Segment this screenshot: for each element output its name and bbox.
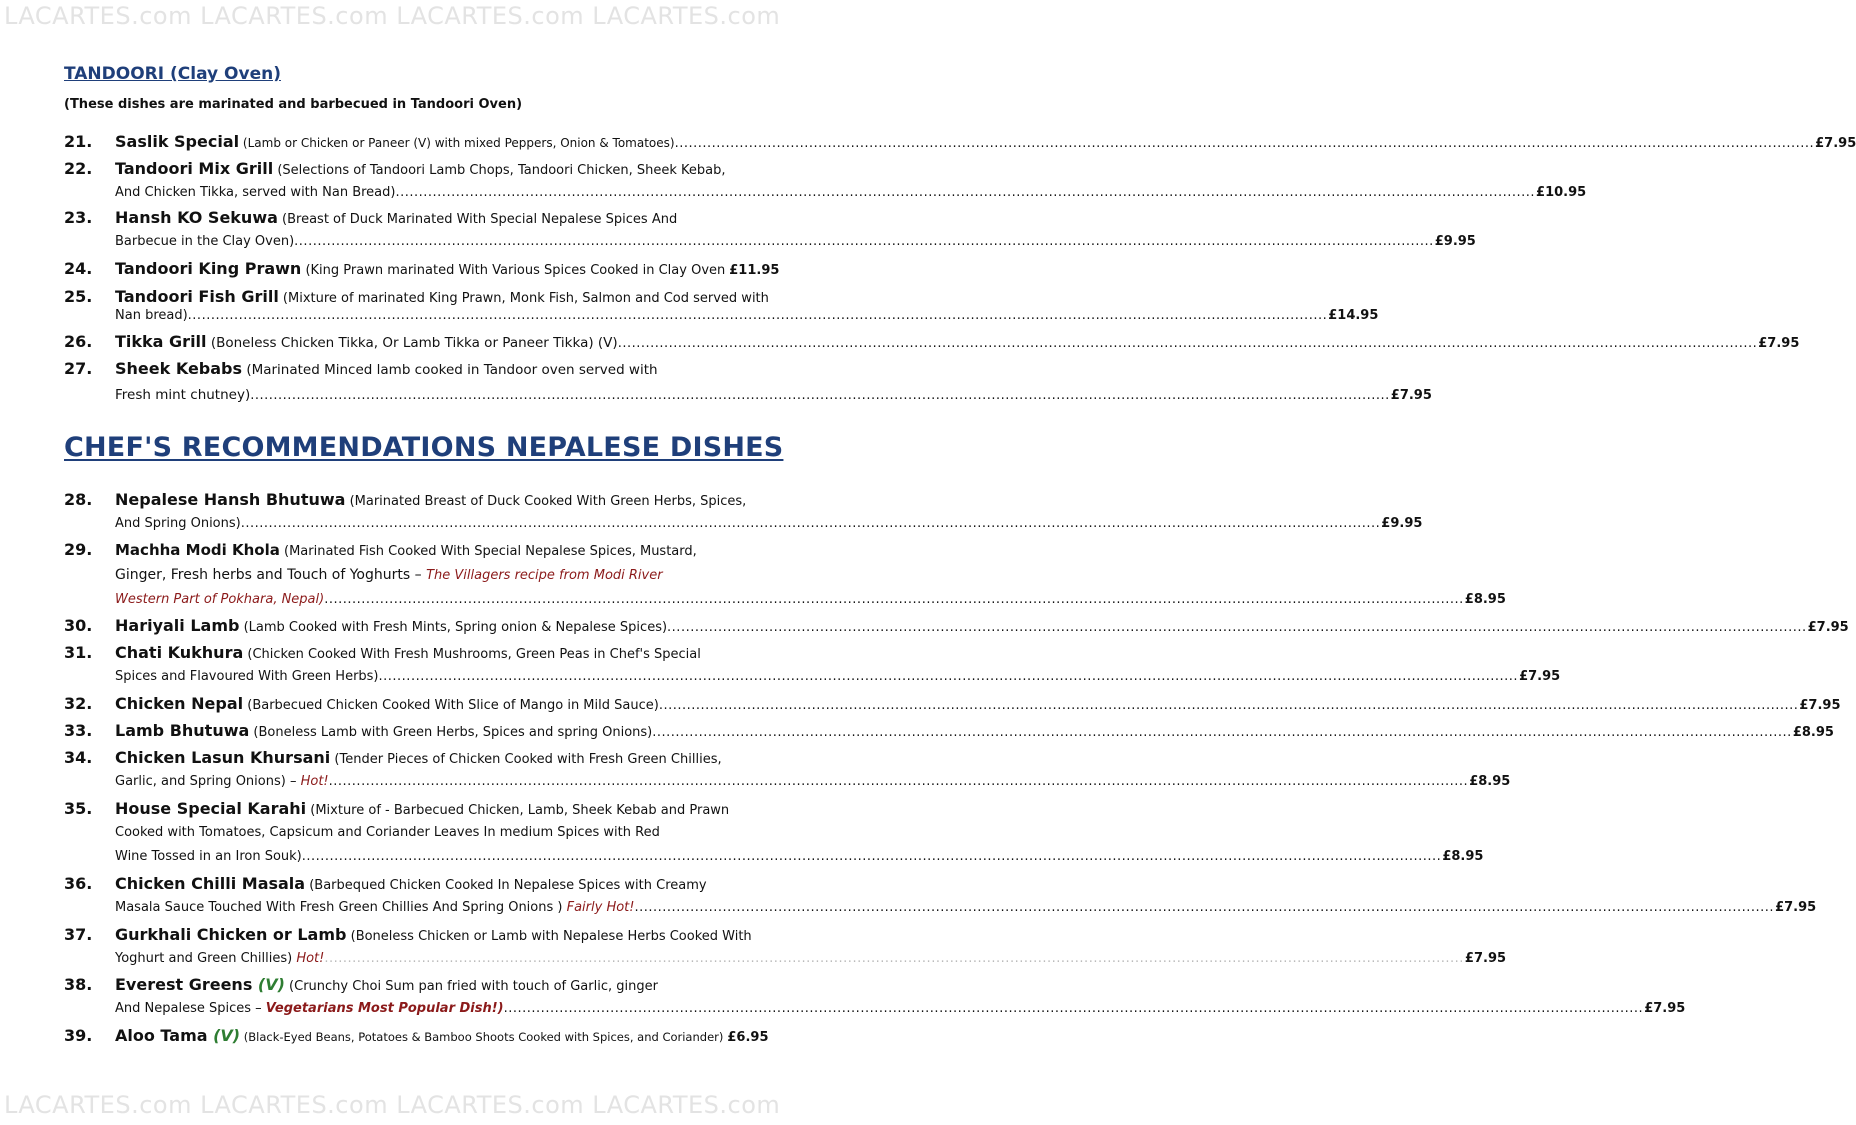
item-description-cont: Barbecue in the Clay Oven): [115, 234, 295, 249]
item-price: £8.95: [1464, 592, 1506, 607]
item-name: Chicken Chilli Masala: [115, 874, 306, 893]
item-number: 38.: [64, 975, 93, 994]
item-price: £6.95: [727, 1030, 769, 1045]
dot-leader: [324, 589, 1464, 611]
dot-leader: [675, 133, 1815, 155]
item-description-cont: Nan bread): [115, 308, 188, 323]
item-price: £7.95: [1807, 620, 1849, 635]
item-description-cont: Masala Sauce Touched With Fresh Green Chillies And Spring Onions ): [115, 900, 567, 915]
item-price: £14.95: [1328, 308, 1379, 323]
item-name: House Special Karahi: [115, 799, 307, 818]
item-number: 35.: [64, 799, 93, 818]
item-description: (Boneless Chicken or Lamb with Nepalese Herbs Cooked With: [346, 929, 752, 944]
item-note: Hot!: [296, 951, 325, 966]
dot-leader: [302, 846, 1442, 868]
item-note: Vegetarians Most Popular Dish!): [265, 1001, 504, 1016]
item-note: Hot!: [300, 774, 329, 789]
item-number: 39.: [64, 1026, 93, 1045]
item-number: 28.: [64, 490, 93, 509]
item-name: Chicken Lasun Khursani: [115, 748, 331, 767]
item-description: (Black-Eyed Beans, Potatoes & Bamboo Shoots Cooked with Spices, and Coriander): [240, 1030, 724, 1044]
item-description-cont: And Spring Onions): [115, 516, 241, 531]
item-description: (King Prawn marinated With Various Spices Cooked in Clay Oven: [301, 263, 726, 278]
item-number: 31.: [64, 643, 93, 662]
item-description: (Breast of Duck Marinated With Special Nepalese Spices And: [277, 212, 678, 227]
dot-leader: [652, 722, 1792, 744]
item-name: Tikka Grill: [115, 332, 207, 351]
dot-leader: [294, 231, 1434, 253]
item-description-cont: Spices and Flavoured With Green Herbs): [115, 669, 379, 684]
item-description: (Marinated Fish Cooked With Special Nepalese Spices, Mustard,: [279, 544, 697, 559]
item-price: £7.95: [1464, 951, 1507, 966]
watermark-top: LACARTES.com LACARTES.com LACARTES.com LACARTES.com: [4, 2, 781, 30]
item-number: 33.: [64, 721, 93, 740]
item-name: Machha Modi Khola: [115, 541, 280, 559]
item-price: £7.95: [1758, 336, 1800, 351]
item-name: Sheek Kebabs: [115, 359, 243, 378]
item-number: 27.: [64, 359, 93, 378]
item-note: The Villagers recipe from Modi River: [426, 568, 663, 583]
item-description: (Barbequed Chicken Cooked In Nepalese Spices with Creamy: [305, 878, 707, 893]
item-description: (Barbecued Chicken Cooked With Slice of Mango in Mild Sauce): [243, 698, 659, 713]
item-description-cont: Yoghurt and Green Chillies): [115, 951, 297, 966]
item-price: £8.95: [1792, 725, 1834, 740]
item-name: Tandoori Mix Grill: [115, 159, 274, 178]
item-description: (Lamb Cooked with Fresh Mints, Spring onion & Nepalese Spices): [239, 620, 668, 635]
dot-leader: [329, 771, 1469, 793]
item-number: 30.: [64, 616, 93, 635]
item-description-cont: And Chicken Tikka, served with Nan Bread): [115, 185, 396, 200]
item-description-cont: Cooked with Tomatoes, Capsicum and Coriander Leaves In medium Spices with Red: [115, 825, 660, 840]
dot-leader: [618, 333, 1758, 355]
item-price: £8.95: [1442, 849, 1484, 864]
dot-leader: [659, 695, 1799, 717]
item-price: £7.95: [1775, 900, 1817, 915]
tandoori-section-title: TANDOORI (Clay Oven): [64, 64, 281, 84]
item-number: 37.: [64, 925, 93, 944]
item-description-cont: Fresh mint chutney): [115, 387, 251, 403]
item-note: Fairly Hot!: [566, 900, 635, 915]
item-description: (Chicken Cooked With Fresh Mushrooms, Green Peas in Chef's Special: [243, 647, 701, 662]
dot-leader: [395, 182, 1535, 204]
item-number: 32.: [64, 694, 93, 713]
item-description: (Marinated Minced lamb cooked in Tandoor oven served with: [242, 362, 658, 378]
item-description-cont: Ginger, Fresh herbs and Touch of Yoghurts –: [115, 567, 427, 583]
item-number: 21.: [64, 132, 93, 151]
dot-leader: [188, 305, 1328, 327]
item-number: 34.: [64, 748, 93, 767]
item-price: £7.95: [1644, 1001, 1686, 1016]
dot-leader: [504, 998, 1644, 1020]
dot-leader: [241, 513, 1381, 535]
dot-leader: [635, 897, 1775, 919]
item-number: 29.: [64, 540, 93, 559]
item-number: 23.: [64, 208, 93, 227]
item-description-cont: Wine Tossed in an Iron Souk): [115, 849, 302, 864]
item-price: £7.95: [1390, 388, 1432, 403]
item-name: Nepalese Hansh Bhutuwa: [115, 490, 346, 509]
item-price: £7.95: [1519, 669, 1561, 684]
tandoori-section-subtitle: (These dishes are marinated and barbecued in Tandoori Oven): [64, 97, 523, 112]
item-price: £9.95: [1381, 516, 1423, 531]
item-number: 36.: [64, 874, 93, 893]
vegetarian-badge: (V): [257, 975, 285, 994]
chefs-recommendations-heading: CHEF'S RECOMMENDATIONS NEPALESE DISHES: [64, 432, 784, 463]
item-name: Everest Greens: [115, 975, 258, 994]
item-name: Chati Kukhura: [115, 643, 244, 662]
item-description: (Tender Pieces of Chicken Cooked with Fresh Green Chillies,: [330, 752, 722, 767]
item-price: £7.95: [1815, 136, 1856, 151]
item-note-cont: Western Part of Pokhara, Nepal): [115, 592, 325, 607]
item-name: Hariyali Lamb: [115, 616, 240, 635]
item-description: (Marinated Breast of Duck Cooked With Green Herbs, Spices,: [345, 494, 747, 509]
item-name: Tandoori Fish Grill: [115, 287, 279, 306]
item-description: (Mixture of marinated King Prawn, Monk Fish, Salmon and Cod served with: [278, 291, 769, 306]
item-price: £10.95: [1536, 185, 1587, 200]
item-price: £11.95: [729, 263, 780, 278]
item-description-cont: Garlic, and Spring Onions) –: [115, 774, 301, 789]
item-number: 26.: [64, 332, 93, 351]
item-description: (Crunchy Choi Sum pan fried with touch of Garlic, ginger: [284, 979, 658, 994]
item-name: Gurkhali Chicken or Lamb: [115, 925, 347, 944]
item-number: 22.: [64, 159, 93, 178]
item-name: Lamb Bhutuwa: [115, 721, 250, 740]
item-number: 24.: [64, 259, 93, 278]
item-description-cont: And Nepalese Spices –: [115, 1001, 266, 1016]
item-number: 25.: [64, 287, 93, 306]
dot-leader: [250, 385, 1390, 407]
watermark-bottom: LACARTES.com LACARTES.com LACARTES.com LACARTES.com: [4, 1091, 781, 1119]
item-description: (Lamb or Chicken or Paneer (V) with mixed Peppers, Onion & Tomatoes): [239, 136, 675, 150]
dot-leader: [324, 948, 1464, 970]
dot-leader: [667, 617, 1807, 639]
item-description: (Selections of Tandoori Lamb Chops, Tandoori Chicken, Sheek Kebab,: [273, 163, 726, 178]
item-description: (Mixture of - Barbecued Chicken, Lamb, Sheek Kebab and Prawn: [306, 803, 730, 818]
dot-leader: [379, 666, 1519, 688]
item-name: Aloo Tama: [115, 1026, 214, 1045]
item-price: £9.95: [1434, 234, 1476, 249]
vegetarian-badge: (V): [213, 1026, 241, 1045]
item-price: £7.95: [1799, 698, 1841, 713]
item-price: £8.95: [1469, 774, 1511, 789]
item-name: Tandoori King Prawn: [115, 259, 302, 278]
item-description: (Boneless Chicken Tikka, Or Lamb Tikka or Paneer Tikka) (V): [206, 335, 618, 351]
item-description: (Boneless Lamb with Green Herbs, Spices and spring Onions): [249, 725, 653, 740]
item-name: Saslik Special: [115, 132, 240, 151]
item-name: Chicken Nepal: [115, 694, 244, 713]
item-name: Hansh KO Sekuwa: [115, 208, 278, 227]
